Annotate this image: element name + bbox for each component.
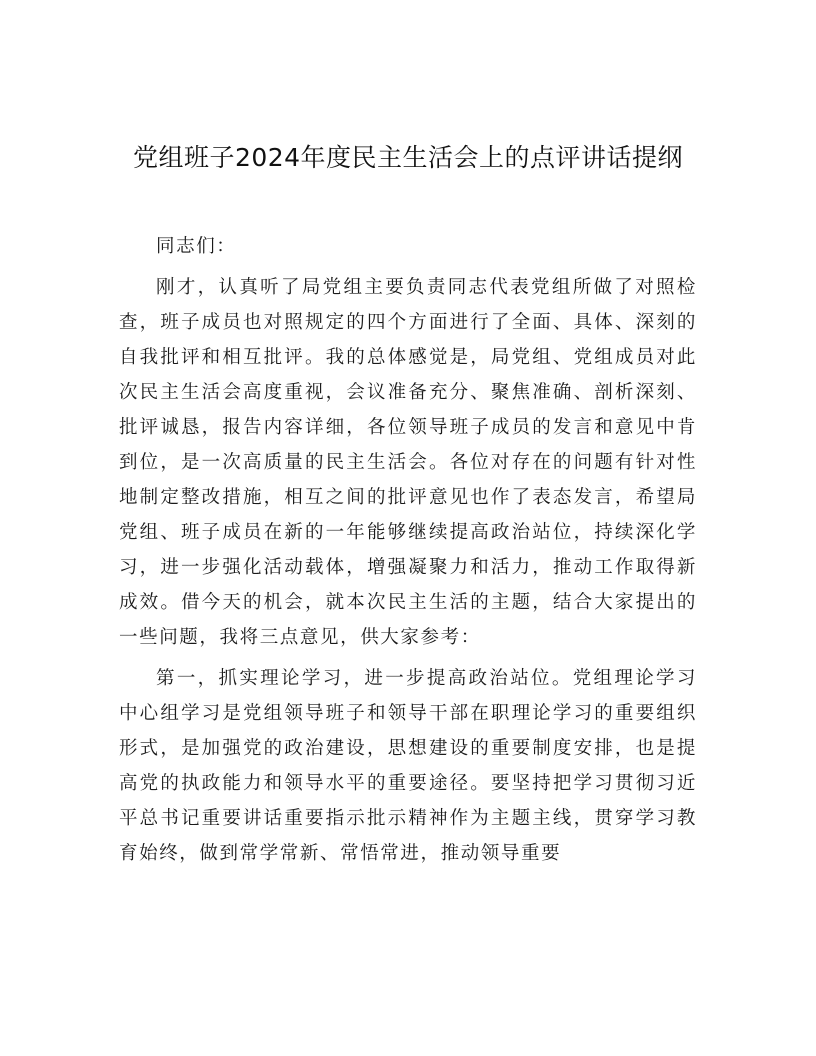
document-title: 党组班子2024年度民主生活会上的点评讲话提纲 <box>132 143 684 172</box>
paragraph-point-one: 第一，抓实理论学习，进一步提高政治站位。党组理论学习中心组学习是党组领导班子和领导干部在职理论学习的重要组织形式，是加强党的政治建设，思想建设的重要制度安排，也是提高党的执政能力和领导水平的重要途径。要坚持把学习贯彻习近平总书记重要讲话重要指示批示精神作为主题主线，贯穿学习教育始终，做到常学常新、常悟常进，推动领导重要 <box>119 668 697 864</box>
paragraph-opening: 刚才，认真听了局党组主要负责同志代表党组所做了对照检查，班子成员也对照规定的四个方面进行了全面、具体、深刻的自我批评和相互批评。我的总体感觉是，局党组、党组成员对此次民主生活会高度重视，会议准备充分、聚焦准确、剖析深刻、批评诚恳，报告内容详细，各位领导班子成员的发言和意见中肯到位，是一次高质量的民主生活会。各位对存在的问题有针对性地制定整改措施，相互之间的批评意见也作了表态发言，希望局党组、班子成员在新的一年能够继续提高政治站位，持续深化学习，进一步强化活动载体，增强凝聚力和活力，推动工作取得新成效。借今天的机会，就本次民主生活的主题，结合大家提出的一些问题，我将三点意见，供大家参考： <box>119 277 697 648</box>
salutation: 同志们： <box>156 236 237 257</box>
document-body <box>119 229 697 877</box>
